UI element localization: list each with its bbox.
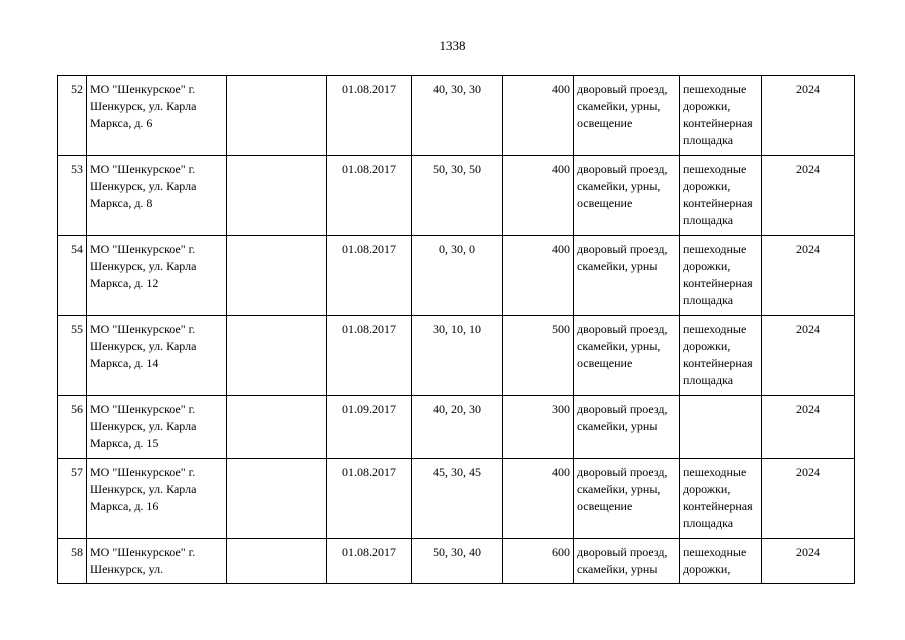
values-cell: 45, 30, 45 (412, 459, 503, 539)
extra-works-cell: пешеходные дорожки, контейнерная площадка (680, 236, 762, 316)
row-number-cell: 55 (58, 316, 87, 396)
values-cell: 40, 30, 30 (412, 76, 503, 156)
area-cell: 400 (503, 236, 574, 316)
works-cell: дворовый проезд, скамейки, урны, освещение (574, 156, 680, 236)
table-row (58, 236, 855, 316)
row-number-cell: 52 (58, 76, 87, 156)
address-cell: МО "Шенкурское" г. Шенкурск, ул. Карла Маркса, д. 15 (87, 396, 227, 459)
table-row (58, 539, 855, 584)
values-cell: 30, 10, 10 (412, 316, 503, 396)
table-row (58, 459, 855, 539)
page-number: 1338 (439, 38, 466, 53)
date-cell: 01.08.2017 (327, 459, 412, 539)
works-cell: дворовый проезд, скамейки, урны (574, 396, 680, 459)
values-cell: 50, 30, 50 (412, 156, 503, 236)
address-cell: МО "Шенкурское" г. Шенкурск, ул. Карла Маркса, д. 6 (87, 76, 227, 156)
table-row (58, 156, 855, 236)
works-cell: дворовый проезд, скамейки, урны, освещение (574, 316, 680, 396)
row-number-cell: 53 (58, 156, 87, 236)
extra-works-cell: пешеходные дорожки, контейнерная площадка (680, 76, 762, 156)
values-cell: 40, 20, 30 (412, 396, 503, 459)
row-number-cell: 57 (58, 459, 87, 539)
date-cell: 01.08.2017 (327, 156, 412, 236)
year-cell: 2024 (762, 156, 855, 236)
empty-cell (227, 396, 327, 459)
date-cell: 01.09.2017 (327, 396, 412, 459)
year-cell: 2024 (762, 539, 855, 584)
row-number-cell: 56 (58, 396, 87, 459)
date-cell: 01.08.2017 (327, 236, 412, 316)
values-cell: 50, 30, 40 (412, 539, 503, 584)
extra-works-cell: пешеходные дорожки, контейнерная площадка (680, 459, 762, 539)
address-cell: МО "Шенкурское" г. Шенкурск, ул. Карла Маркса, д. 12 (87, 236, 227, 316)
table-row (58, 76, 855, 156)
area-cell: 600 (503, 539, 574, 584)
table-row (58, 316, 855, 396)
year-cell: 2024 (762, 396, 855, 459)
area-cell: 400 (503, 459, 574, 539)
area-cell: 300 (503, 396, 574, 459)
area-cell: 400 (503, 156, 574, 236)
extra-works-cell: пешеходные дорожки, контейнерная площадка (680, 316, 762, 396)
works-cell: дворовый проезд, скамейки, урны (574, 539, 680, 584)
address-cell: МО "Шенкурское" г. Шенкурск, ул. Карла Маркса, д. 16 (87, 459, 227, 539)
date-cell: 01.08.2017 (327, 76, 412, 156)
empty-cell (227, 76, 327, 156)
empty-cell (227, 156, 327, 236)
empty-cell (227, 459, 327, 539)
works-cell: дворовый проезд, скамейки, урны, освещение (574, 459, 680, 539)
extra-works-cell: пешеходные дорожки, контейнерная площадка (680, 156, 762, 236)
row-number-cell: 54 (58, 236, 87, 316)
year-cell: 2024 (762, 459, 855, 539)
date-cell: 01.08.2017 (327, 539, 412, 584)
row-number-cell: 58 (58, 539, 87, 584)
values-cell: 0, 30, 0 (412, 236, 503, 316)
works-cell: дворовый проезд, скамейки, урны (574, 236, 680, 316)
empty-cell (227, 539, 327, 584)
address-cell: МО "Шенкурское" г. Шенкурск, ул. Карла Маркса, д. 14 (87, 316, 227, 396)
year-cell: 2024 (762, 316, 855, 396)
extra-works-cell: пешеходные дорожки, (680, 539, 762, 584)
empty-cell (227, 236, 327, 316)
area-cell: 500 (503, 316, 574, 396)
address-cell: МО "Шенкурское" г. Шенкурск, ул. Карла Маркса, д. 8 (87, 156, 227, 236)
year-cell: 2024 (762, 236, 855, 316)
year-cell: 2024 (762, 76, 855, 156)
table-row (58, 396, 855, 459)
empty-cell (227, 316, 327, 396)
extra-works-cell (680, 396, 762, 459)
works-cell: дворовый проезд, скамейки, урны, освещение (574, 76, 680, 156)
area-cell: 400 (503, 76, 574, 156)
date-cell: 01.08.2017 (327, 316, 412, 396)
address-cell: МО "Шенкурское" г. Шенкурск, ул. (87, 539, 227, 584)
yard-territories-table (57, 75, 855, 584)
